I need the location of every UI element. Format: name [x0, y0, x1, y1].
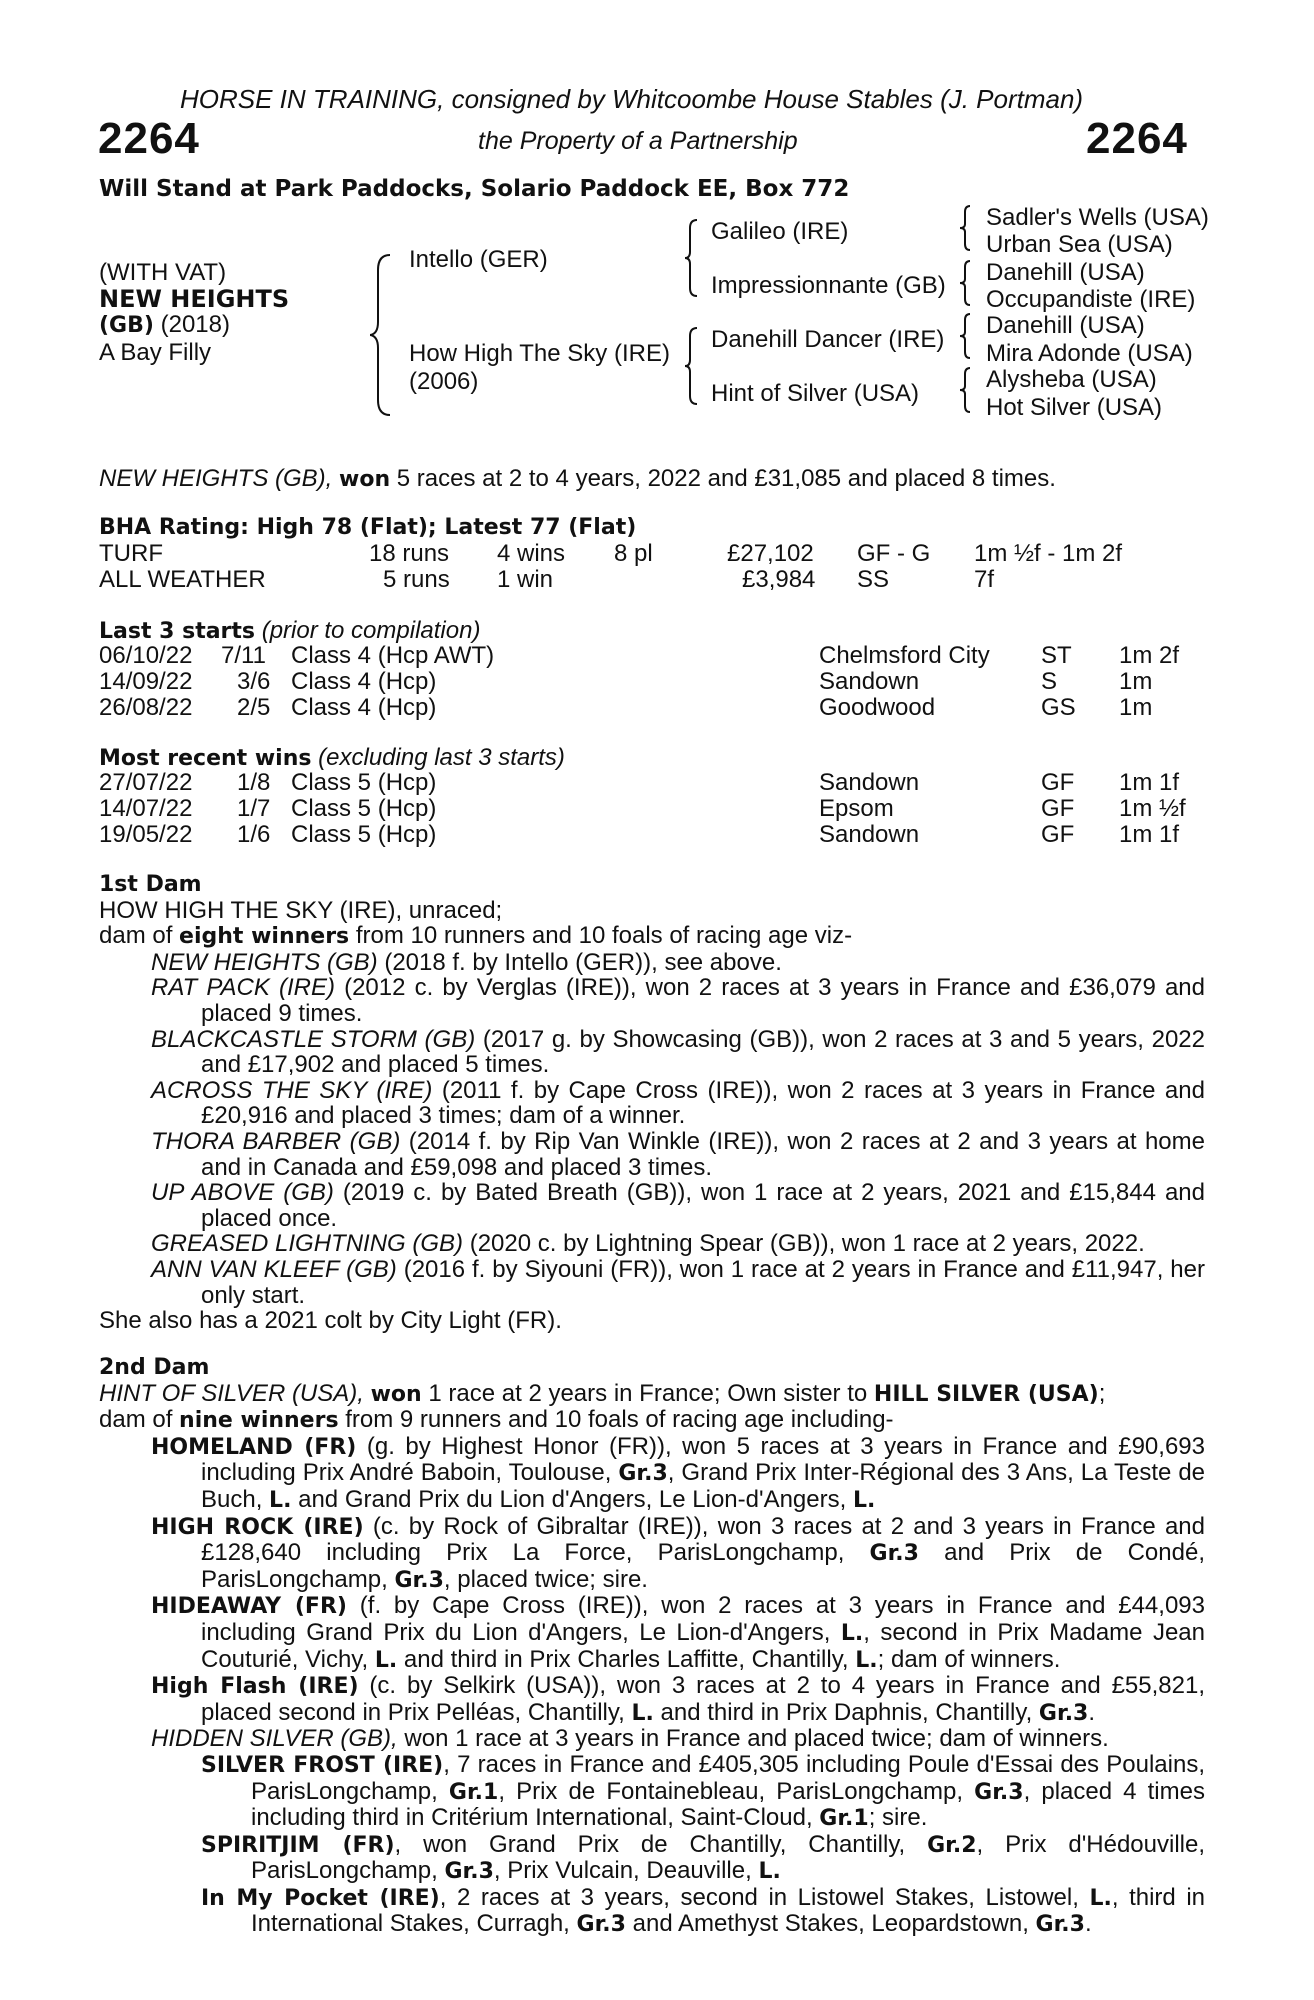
l3-date: 06/10/22 [99, 642, 193, 669]
l3-pos: 2/5 [237, 694, 271, 721]
rw-class: Class 5 (Hcp) [291, 821, 437, 848]
l3-class: Class 4 (Hcp AWT) [291, 642, 495, 669]
produce-entry: ANN VAN KLEEF (GB) (2016 f. by Siyouni (FR)), won 1 race at 2 years in France and £11,947, her only start. [151, 1255, 1205, 1309]
produce-entry: High Flash (IRE) (c. by Selkirk (USA)), won 3 races at 2 to 4 years in France and £55,821, placed second in Prix Pelléas, Chantilly, L. and third in Prix Daphnis, Chantilly, Gr.3. [151, 1672, 1205, 1726]
produce-entry: BLACKCASTLE STORM (GB) (2017 g. by Showcasing (GB)), won 2 races at 3 and 5 years, 2022 and £17,902 and placed 5 times. [151, 1025, 1205, 1079]
pedigree-brace-4 [960, 204, 976, 252]
l3-dist: 1m 2f [1119, 642, 1180, 669]
rw-course: Epsom [819, 795, 894, 822]
rw-going: GF [1041, 769, 1075, 796]
l3-pos: 7/11 [221, 642, 266, 669]
last3-heading: Last 3 starts (prior to compilation) [99, 617, 481, 644]
bha-rating: BHA Rating: High 78 (Flat); Latest 77 (Flat) [99, 515, 637, 540]
rw-pos: 1/7 [237, 795, 271, 822]
l3-going: ST [1041, 642, 1072, 669]
second-dam-line: HINT OF SILVER (USA), won 1 race at 2 years in France; Own sister to HILL SILVER (USA); [99, 1379, 1106, 1407]
lot-number-left: 2264 [98, 114, 200, 163]
l3-course: Sandown [819, 668, 920, 695]
owner-line: the Property of a Partnership [478, 127, 798, 155]
rw-course: Sandown [819, 821, 920, 848]
produce-note: She also has a 2021 colt by City Light (FR). [99, 1307, 562, 1335]
dam-year: (2006) [409, 368, 479, 395]
rw-dist: 1m 1f [1119, 769, 1180, 796]
first-dam-produce-intro: dam of eight winners from 10 runners and 10 foals of racing age viz- [99, 922, 853, 950]
rw-dist: 1m 1f [1119, 821, 1180, 848]
second-dam-heading: 2nd Dam [99, 1355, 210, 1380]
dam: How High The Sky (IRE) [409, 340, 670, 367]
produce-entry: UP ABOVE (GB) (2019 c. by Bated Breath (GB)), won 1 race at 2 years, 2021 and £15,844 and placed once. [151, 1179, 1205, 1232]
produce-entry: THORA BARBER (GB) (2014 f. by Rip Van Winkle (IRE)), won 2 races at 2 and 3 years at home and in Canada and £59,098 and placed 3 times. [151, 1127, 1205, 1181]
rw-date: 19/05/22 [99, 821, 193, 848]
rw-date: 14/07/22 [99, 795, 193, 822]
turf-runs: 18 runs [369, 540, 450, 567]
race-summary: NEW HEIGHTS (GB), won 5 races at 2 to 4 years, 2022 and £31,085 and placed 8 times. [99, 465, 1056, 492]
pedigree-brace-1 [370, 250, 410, 420]
surface-turf: TURF [99, 540, 163, 567]
l3-dist: 1m [1119, 668, 1153, 695]
l3-going: S [1041, 668, 1058, 695]
aw-distance: 7f [974, 566, 995, 593]
ggp-1: Sadler's Wells (USA) [986, 204, 1209, 231]
l3-going: GS [1041, 694, 1076, 721]
first-dam-section [99, 872, 1205, 1334]
sire: Intello (GER) [409, 246, 548, 273]
aw-money: £3,984 [742, 566, 816, 593]
turf-distance: 1m ½f - 1m 2f [974, 540, 1123, 567]
rw-date: 27/07/22 [99, 769, 193, 796]
turf-going: GF - G [857, 540, 931, 567]
dam-dam: Hint of Silver (USA) [711, 380, 920, 407]
pedigree-brace-7 [960, 366, 976, 414]
turf-placed: 8 pl [614, 540, 653, 567]
l3-dist: 1m [1119, 694, 1153, 721]
sire-dam: Impressionnante (GB) [711, 272, 946, 299]
l3-class: Class 4 (Hcp) [291, 694, 437, 721]
pedigree-brace-2 [685, 218, 705, 298]
aw-going: SS [857, 566, 890, 593]
rw-going: GF [1041, 821, 1075, 848]
ggp-3: Danehill (USA) [986, 259, 1145, 286]
horse-name: NEW HEIGHTS [99, 285, 290, 313]
ggp-5: Danehill (USA) [986, 312, 1145, 339]
rw-class: Class 5 (Hcp) [291, 769, 437, 796]
produce-entry: RAT PACK (IRE) (2012 c. by Verglas (IRE)), won 2 races at 3 years in France and £36,079 and placed 9 times. [151, 974, 1205, 1027]
produce-entry: ACROSS THE SKY (IRE) (2011 f. by Cape Cross (IRE)), won 2 races at 3 years in France and £20,916 and placed 3 times; dam of a winner. [151, 1076, 1205, 1130]
ggp-2: Urban Sea (USA) [986, 231, 1173, 258]
produce-entry: GREASED LIGHTNING (GB) (2020 c. by Lightning Spear (GB)), won 1 race at 2 years, 2022. [151, 1230, 1145, 1258]
rw-going: GF [1041, 795, 1075, 822]
produce-entry: HIDEAWAY (FR) (f. by Cape Cross (IRE)), won 2 races at 3 years in France and £44,093 including Grand Prix du Lion d'Angers, Le Lion-d'Angers, L., second in Prix Madame Jean Couturié, Vichy, L. and third in Prix Charles Laffitte, Chantilly, L.; dam of winners. [151, 1592, 1206, 1673]
second-dam-section [99, 1355, 1205, 1938]
recent-heading: Most recent wins (excluding last 3 starts) [99, 744, 565, 771]
l3-class: Class 4 (Hcp) [291, 668, 437, 695]
lot-number-right: 2264 [1086, 114, 1188, 163]
grand-produce-entry: SILVER FROST (IRE), 7 races in France and £405,305 including Poule d'Essai des Poulains, ParisLongchamp, Gr.1, Prix de Fontainebleau, ParisLongchamp, Gr.3, placed 4 times including third in Critérium International, Saint-Cloud, Gr.1; sire. [201, 1750, 1205, 1832]
l3-date: 14/09/22 [99, 668, 193, 695]
horse-description: A Bay Filly [99, 339, 212, 366]
first-dam-heading: 1st Dam [99, 872, 202, 897]
aw-wins: 1 win [497, 566, 554, 593]
vat-note: (WITH VAT) [99, 259, 227, 286]
produce-entry: NEW HEIGHTS (GB) (2018 f. by Intello (GER)), see above. [151, 948, 782, 976]
aw-runs: 5 runs [383, 566, 450, 593]
turf-money: £27,102 [727, 540, 814, 567]
dam-sire: Danehill Dancer (IRE) [711, 326, 945, 353]
stand-location: Will Stand at Park Paddocks, Solario Paddock EE, Box 772 [99, 176, 850, 202]
l3-pos: 3/6 [237, 668, 271, 695]
ggp-6: Mira Adonde (USA) [986, 340, 1193, 367]
rw-pos: 1/6 [237, 821, 271, 848]
produce-entry: HIGH ROCK (IRE) (c. by Rock of Gibraltar (IRE)), won 3 races at 2 and 3 years in France and £128,640 including Prix La Force, ParisLongchamp, Gr.3 and Prix de Condé, ParisLongchamp, Gr.3, placed twice; sire. [151, 1512, 1205, 1593]
horse-country-year: (GB) (2018) [99, 311, 230, 338]
pedigree-brace-5 [960, 259, 976, 307]
rw-course: Sandown [819, 769, 920, 796]
l3-date: 26/08/22 [99, 694, 193, 721]
ggp-4: Occupandiste (IRE) [986, 286, 1196, 313]
turf-wins: 4 wins [497, 540, 566, 567]
rw-pos: 1/8 [237, 769, 271, 796]
rw-dist: 1m ½f [1119, 795, 1186, 822]
pedigree-brace-3 [685, 326, 705, 406]
ggp-7: Alysheba (USA) [986, 366, 1157, 393]
l3-course: Goodwood [819, 694, 936, 721]
pedigree-brace-6 [960, 312, 976, 360]
rw-class: Class 5 (Hcp) [291, 795, 437, 822]
grand-produce-entry: In My Pocket (IRE), 2 races at 3 years, second in Listowel Stakes, Listowel, L., third in International Stakes, Curragh, Gr.3 and Amethyst Stakes, Leopardstown, Gr.3. [201, 1883, 1206, 1938]
grand-produce-entry: SPIRITJIM (FR), won Grand Prix de Chantilly, Chantilly, Gr.2, Prix d'Hédouville, ParisLongchamp, Gr.3, Prix Vulcain, Deauville, L. [201, 1830, 1206, 1885]
produce-entry: HIDDEN SILVER (GB), won 1 race at 3 years in France and placed twice; dam of winners. [151, 1725, 1109, 1753]
surface-aw: ALL WEATHER [99, 566, 266, 593]
second-dam-produce-intro: dam of nine winners from 9 runners and 10 foals of racing age including- [99, 1406, 894, 1434]
first-dam-line: HOW HIGH THE SKY (IRE), unraced; [99, 896, 503, 924]
ggp-8: Hot Silver (USA) [986, 394, 1163, 421]
consignor-line: HORSE IN TRAINING, consigned by Whitcoombe House Stables (J. Portman) [180, 84, 1084, 114]
sire-sire: Galileo (IRE) [711, 218, 849, 245]
produce-entry: HOMELAND (FR) (g. by Highest Honor (FR)), won 5 races at 3 years in France and £90,693 including Prix André Baboin, Toulouse, Gr.3, Grand Prix Inter-Régional des 3 Ans, La Teste de Buch, L. and Grand Prix du Lion d'Angers, Le Lion-d'Angers, L. [151, 1432, 1206, 1513]
l3-course: Chelmsford City [819, 642, 990, 669]
